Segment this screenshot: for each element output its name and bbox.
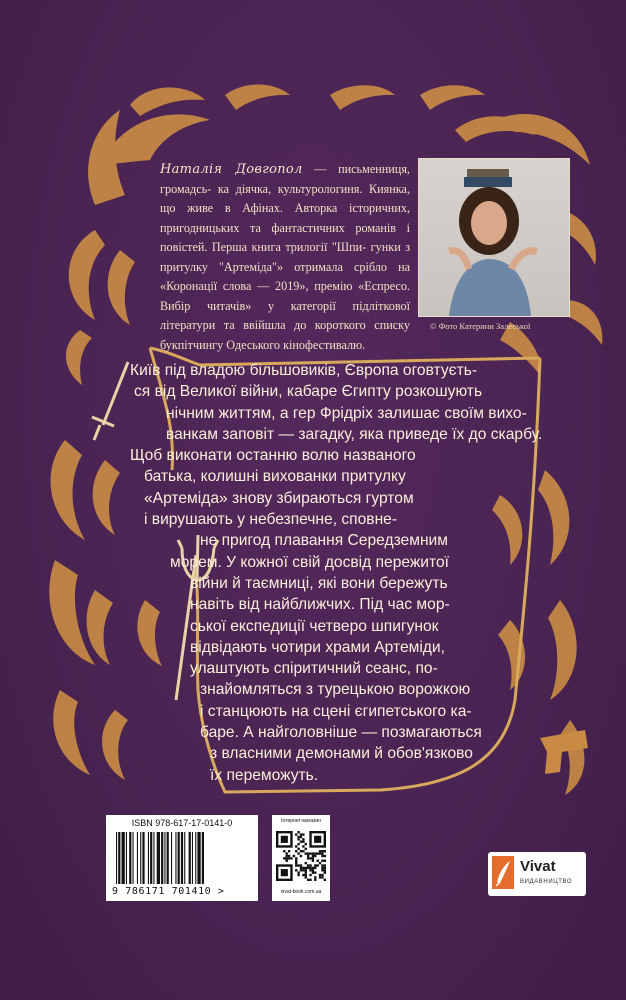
qr-site: vivat-book.com.ua	[280, 889, 322, 895]
bio-line: ка діячка, культурологиня. Киянка, що живе в Афінах.	[160, 181, 410, 215]
synopsis-line: ся від Великої війни, кабаре Єгипту розкошують	[134, 383, 483, 401]
synopsis-line: «Артеміда» знову збираються гуртом	[144, 489, 414, 507]
barcode-digits: 9 786171 701410 >	[112, 886, 225, 897]
synopsis-line: війни й таємниці, які вони бережуть	[190, 574, 448, 592]
author-photo	[418, 158, 570, 317]
qr-label: Інтернет-магазин	[281, 818, 321, 824]
synopsis-line: ванкам заповіт — загадку, яка приведе їх до скарбу.	[166, 425, 543, 443]
synopsis-line: нічним життям, а гер Фрідріх залишає своїм вихо-	[166, 404, 527, 422]
synopsis-line: ської експедиції четверо шпигунок	[190, 617, 439, 635]
synopsis-line: Щоб виконати останню волю названого	[130, 447, 416, 465]
qr-code-icon	[276, 831, 326, 881]
publisher-name: Vivat	[520, 858, 556, 875]
book-synopsis	[130, 360, 543, 786]
synopsis-line: улаштують спіритичний сеанс, по-	[190, 660, 438, 678]
publisher-subtitle: ВИДАВНИЦТВО	[520, 879, 573, 885]
bio-line: та ввійшла до короткого списку букпітчингу Одеського	[160, 318, 410, 352]
barcode-icon	[114, 832, 250, 886]
synopsis-line: баре. А найголовніше — позмагаються	[200, 724, 482, 742]
bio-line: Вибір читачів» у категорії підліткової літератури	[160, 298, 410, 332]
publisher-logo	[488, 852, 586, 896]
bio-line: — письменниця, громадсь-	[160, 162, 410, 196]
synopsis-line: і станцюють на сцені єгипетського ка-	[200, 702, 472, 720]
bio-line: кінофестивалю.	[283, 337, 366, 352]
synopsis-line: морем. У кожної свій досвід пережитої	[170, 553, 449, 571]
quill-icon	[492, 856, 514, 889]
isbn-label: ISBN 978-617-17-0141-0	[131, 818, 233, 828]
synopsis-line: відвідають чотири храми Артеміди,	[190, 638, 445, 656]
photo-credit: © Фото Катерини Залеської	[430, 321, 531, 331]
synopsis-line: батька, колишні вихованки притулку	[144, 468, 406, 486]
isbn-barcode	[106, 815, 258, 901]
bio-line: Авторка історичних, пригодницьких та фантастичних	[160, 201, 410, 235]
bio-line: на «Коронації слова — 2019», премію «Еспресо.	[160, 259, 410, 293]
qr-code-block	[272, 815, 330, 901]
synopsis-line: навіть від найближчих. Під час мор-	[190, 596, 450, 614]
author-name: Наталія Довгопол	[160, 162, 303, 177]
sword-icon	[92, 362, 128, 440]
synopsis-line: і вирушають у небезпечне, сповне-	[144, 511, 398, 529]
synopsis-line: знайомляться з турецькою ворожкою	[200, 681, 471, 699]
bio-line: романів і повістей. Перша книга трилогії "Шпи-	[160, 220, 411, 254]
bio-line: гунки з притулку "Артеміда"» отримала срібло	[160, 240, 411, 274]
synopsis-line: Київ під владою більшовиків, Європа оговтуєть-	[130, 362, 478, 379]
author-bio	[160, 160, 410, 355]
synopsis-line: з власними демонами й обов'язково	[210, 745, 473, 763]
synopsis-line: не пригод плавання Середземним	[200, 532, 448, 550]
synopsis-line: їх переможуть.	[210, 766, 319, 784]
